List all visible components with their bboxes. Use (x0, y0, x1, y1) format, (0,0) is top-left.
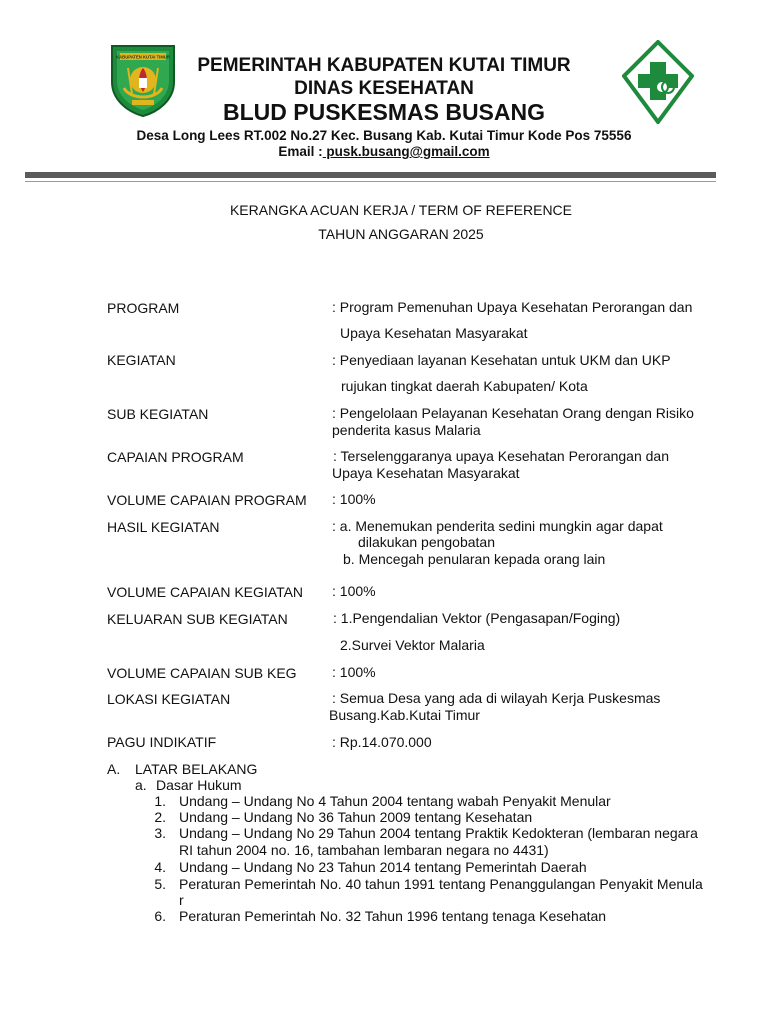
legal-item-continuation: r (179, 892, 184, 908)
label-capaian-program: CAPAIAN PROGRAM (107, 449, 244, 465)
header-government: PEMERINTAH KABUPATEN KUTAI TIMUR (197, 55, 571, 76)
section-a-marker: A. (107, 761, 121, 777)
document-year: TAHUN ANGGARAN 2025 (318, 226, 484, 242)
value-sub-kegiatan-line2: penderita kasus Malaria (332, 422, 481, 438)
header-address: Desa Long Lees RT.002 No.27 Kec. Busang Kab. Kutai Timur Kode Pos 75556 (136, 128, 632, 143)
value-capaian-program-line1: : Terselenggaranya upaya Kesehatan Perorangan dan (333, 448, 669, 464)
value-lokasi-line2: Busang.Kab.Kutai Timur (329, 707, 480, 723)
label-kegiatan: KEGIATAN (107, 352, 176, 368)
value-pagu-indikatif: : Rp.14.070.000 (332, 734, 432, 750)
value-lokasi-line1: : Semua Desa yang ada di wilayah Kerja Puskesmas (332, 690, 661, 706)
value-volume-capaian-kegiatan: : 100% (332, 583, 376, 599)
value-hasil-kegiatan-b: b. Mencegah penularan kepada orang lain (343, 551, 606, 567)
label-hasil-kegiatan: HASIL KEGIATAN (107, 519, 220, 535)
legal-item-number: 3. (154, 825, 166, 841)
legal-item: Peraturan Pemerintah No. 40 tahun 1991 tentang Penanggulangan Penyakit Menula (179, 876, 703, 892)
legal-item-number: 4. (154, 859, 166, 875)
value-kegiatan-line2: rujukan tingkat daerah Kabupaten/ Kota (341, 378, 588, 394)
value-keluaran-line2: 2.Survei Vektor Malaria (340, 637, 485, 653)
value-program-line1: : Program Pemenuhan Upaya Kesehatan Perorangan dan (332, 299, 693, 315)
label-sub-kegiatan: SUB KEGIATAN (107, 406, 209, 422)
value-hasil-kegiatan-a-cont: dilakukan pengobatan (358, 534, 496, 550)
section-a-title: LATAR BELAKANG (135, 761, 258, 777)
document-title: KERANGKA ACUAN KERJA / TERM OF REFERENCE (229, 202, 573, 218)
legal-item: Peraturan Pemerintah No. 32 Tahun 1996 tentang tenaga Kesehatan (179, 908, 607, 924)
header-department: DINAS KESEHATAN (294, 78, 474, 99)
emblem-banner-text: KABUPATEN KUTAI TIMUR (116, 54, 170, 60)
value-hasil-kegiatan-a: : a. Menemukan penderita sedini mungkin agar dapat (332, 518, 663, 534)
legal-item-number: 6. (154, 908, 166, 924)
legal-item-number: 2. (154, 809, 166, 825)
label-keluaran-sub-kegiatan: KELUARAN SUB KEGIATAN (107, 611, 288, 627)
subsection-title: Dasar Hukum (156, 777, 242, 793)
subsection-marker: a. (135, 777, 147, 793)
value-keluaran-line1: : 1.Pengendalian Vektor (Pengasapan/Foging) (333, 610, 621, 626)
label-lokasi-kegiatan: LOKASI KEGIATAN (107, 691, 231, 707)
email-label: Email : (278, 144, 323, 159)
value-sub-kegiatan-line1: : Pengelolaan Pelayanan Kesehatan Orang dengan Risiko (332, 405, 694, 421)
email-link[interactable]: pusk.busang@gmail.com (322, 144, 490, 159)
value-volume-capaian-sub-keg: : 100% (332, 664, 376, 680)
legal-item-number: 1. (154, 793, 166, 809)
legal-item: Undang – Undang No 29 Tahun 2004 tentang Praktik Kedokteran (lembaran negara (179, 825, 698, 841)
label-volume-capaian-program: VOLUME CAPAIAN PROGRAM (107, 492, 307, 508)
value-program-line2: Upaya Kesehatan Masyarakat (340, 325, 528, 341)
letterhead-divider-thin (25, 181, 716, 182)
label-volume-capaian-sub-keg: VOLUME CAPAIAN SUB KEG (107, 665, 297, 681)
legal-item: Undang – Undang No 36 Tahun 2009 tentang Kesehatan (179, 809, 533, 825)
legal-item-continuation: RI tahun 2004 no. 16, tambahan lembaran negara no 4431) (179, 842, 549, 858)
legal-item-number: 5. (154, 876, 166, 892)
value-volume-capaian-program: : 100% (332, 491, 376, 507)
label-pagu-indikatif: PAGU INDIKATIF (107, 734, 217, 750)
value-capaian-program-line2: Upaya Kesehatan Masyarakat (332, 465, 520, 481)
header-institution: BLUD PUSKESMAS BUSANG (222, 99, 546, 125)
label-volume-capaian-kegiatan: VOLUME CAPAIAN KEGIATAN (107, 584, 304, 600)
label-program: PROGRAM (107, 300, 180, 316)
legal-item: Undang – Undang No 23 Tahun 2014 tentang Pemerintah Daerah (179, 859, 587, 875)
value-kegiatan-line1: : Penyediaan layanan Kesehatan untuk UKM dan UKP (332, 352, 671, 368)
header-email-line (0, 144, 768, 159)
legal-item: Undang – Undang No 4 Tahun 2004 tentang wabah Penyakit Menular (179, 793, 611, 809)
letterhead-divider (25, 172, 716, 178)
